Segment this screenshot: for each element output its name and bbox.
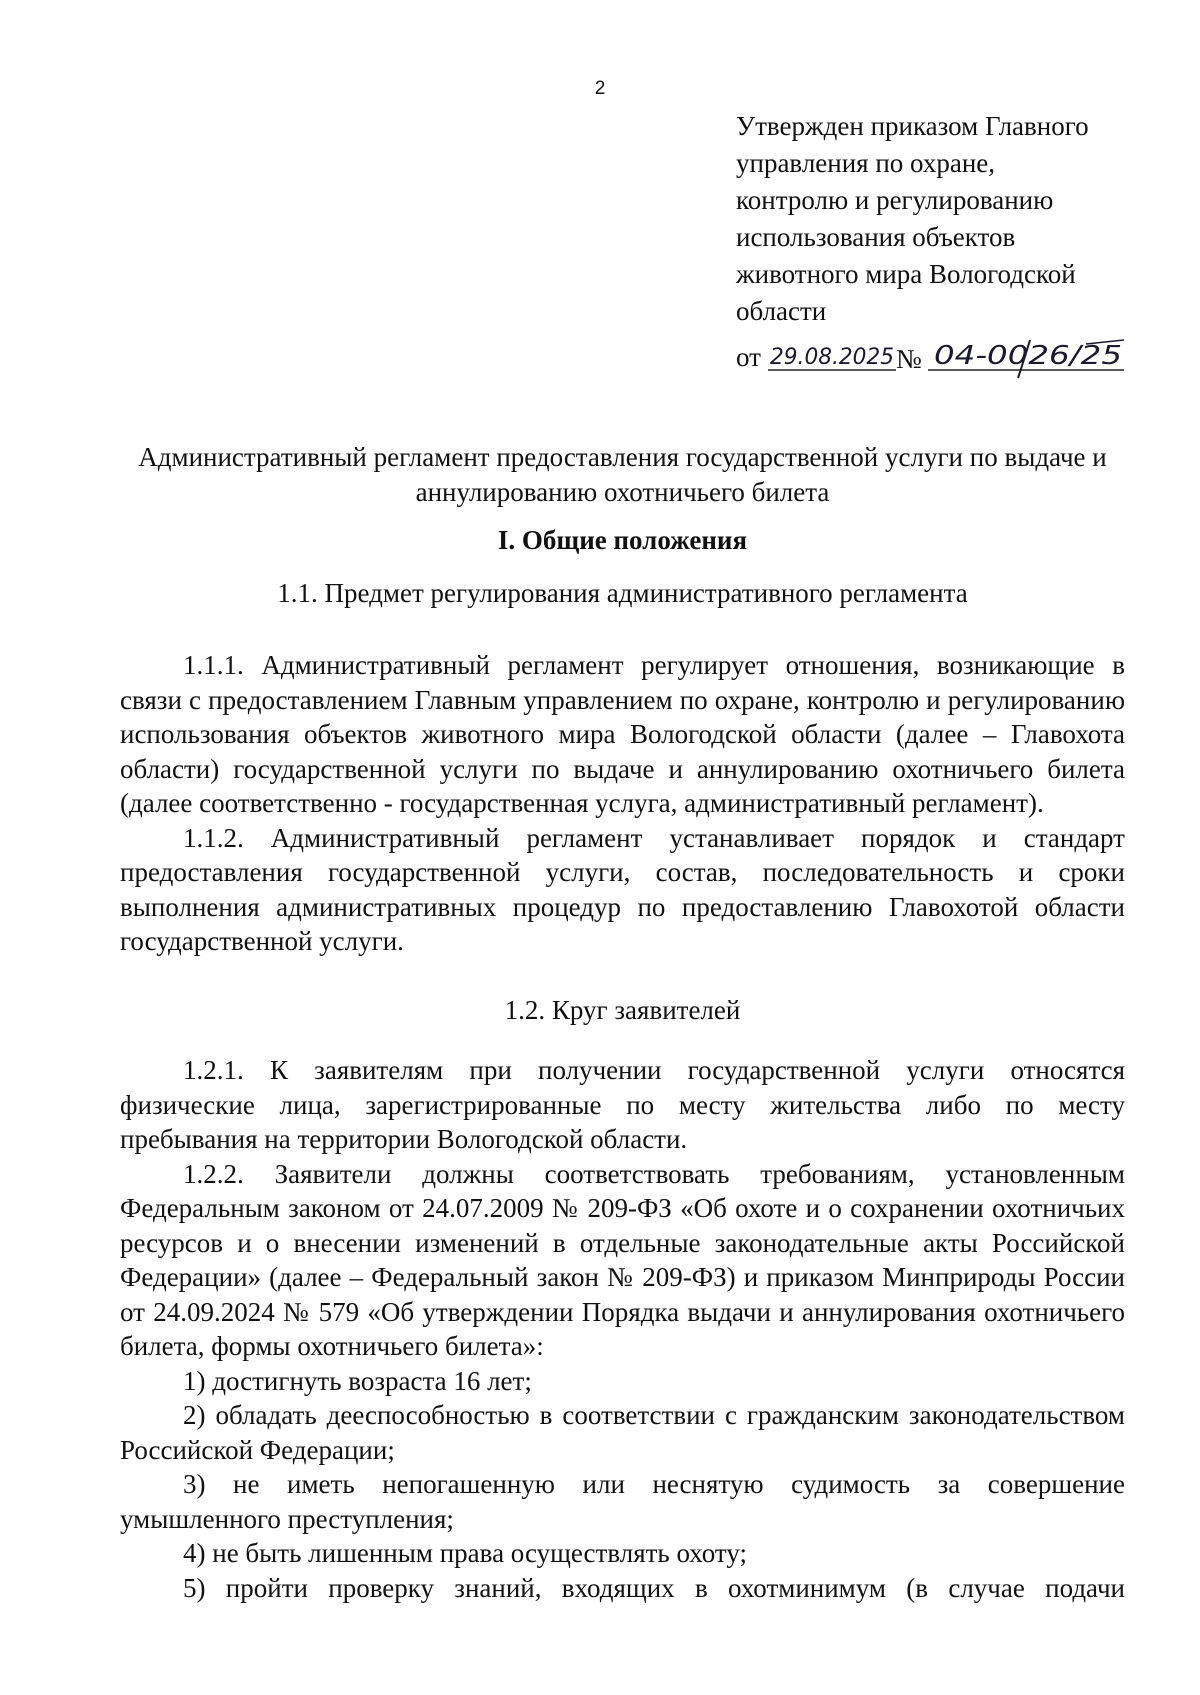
order-date-prefix: от [736, 342, 761, 372]
paragraph: 1.2.1. К заявителям при получении государственной услуги относятся физические лица, зарегистрированные по месту жительства либо по месту пребывания на территории Вологодской области. [120, 1055, 1125, 1154]
document-title: Административный регламент предоставления государственной услуги по выдаче и аннулированию охотничьего билета [138, 442, 1107, 507]
handwritten-number: 04-0026/25 [934, 341, 1122, 371]
list-item: 4) не быть лишенным права осуществлять охоту; [183, 1538, 748, 1568]
list-item: 5) пройти проверку знаний, входящих в охотминимум (в случае подачи [183, 1572, 1125, 1603]
approval-line: контролю и регулированию [736, 185, 1054, 215]
list-item: 1) достигнуть возраста 16 лет; [183, 1365, 532, 1396]
approval-line: области [736, 296, 827, 326]
subsection-heading: 1.2. Круг заявителей [504, 994, 741, 1025]
paragraph: 1.2.2. Заявители должны соответствовать требованиям, установленным Федеральным законом от 24.07.2009 № 209-ФЗ «Об охоте и о сохранении охотничьих ресурсов и о внесении изменений в отдельные законодательные акты Российской Федерации» (далее – Федеральный закон № 209-ФЗ) и приказом Минприроды России от 24.09.2024 № 579 «Об утверждении Порядка выдачи и аннулирования охотничьего билета, формы охотничьего билета»: [120, 1158, 1125, 1361]
approval-line: Утвержден приказом Главного [736, 111, 1089, 141]
list-item: 3) не иметь непогашенную или неснятую судимость за совершение умышленного преступления; [120, 1469, 1125, 1534]
paragraph: 1.1.2. Административный регламент устанавливает порядок и стандарт предоставления государственной услуги, состав, последовательность и сроки выполнения административных процедур по предоставлению Главохотой области государственной услуги. [120, 822, 1125, 956]
approval-line: использования объектов [736, 222, 1016, 252]
approval-block [736, 108, 1156, 330]
section-heading: I. Общие положения [497, 525, 748, 555]
approval-line: управления по охране, [736, 148, 996, 178]
approval-line: животного мира Вологодской [736, 259, 1076, 289]
document-body [120, 440, 1125, 1605]
number-sign: № [896, 344, 922, 374]
handwritten-date-number [768, 330, 1128, 382]
page-number: 2 [594, 78, 606, 99]
list-item: 2) обладать дееспособностью в соответствии с гражданским законодательством Российской Федерации; [120, 1400, 1125, 1465]
paragraph: 1.1.1. Административный регламент регулирует отношения, возникающие в связи с предоставлением Главным управлением по охране, контролю и регулированию использования объектов животного мира Вологодской области (далее – Главохота области) государственной услуги по выдаче и аннулированию охотничьего билета (далее соответственно - государственная услуга, административный регламент). [120, 650, 1125, 818]
order-date-number [736, 330, 1156, 382]
handwritten-date: 29.08.2025 [770, 345, 894, 370]
subsection-heading: 1.1. Предмет регулирования административного регламента [277, 577, 968, 608]
